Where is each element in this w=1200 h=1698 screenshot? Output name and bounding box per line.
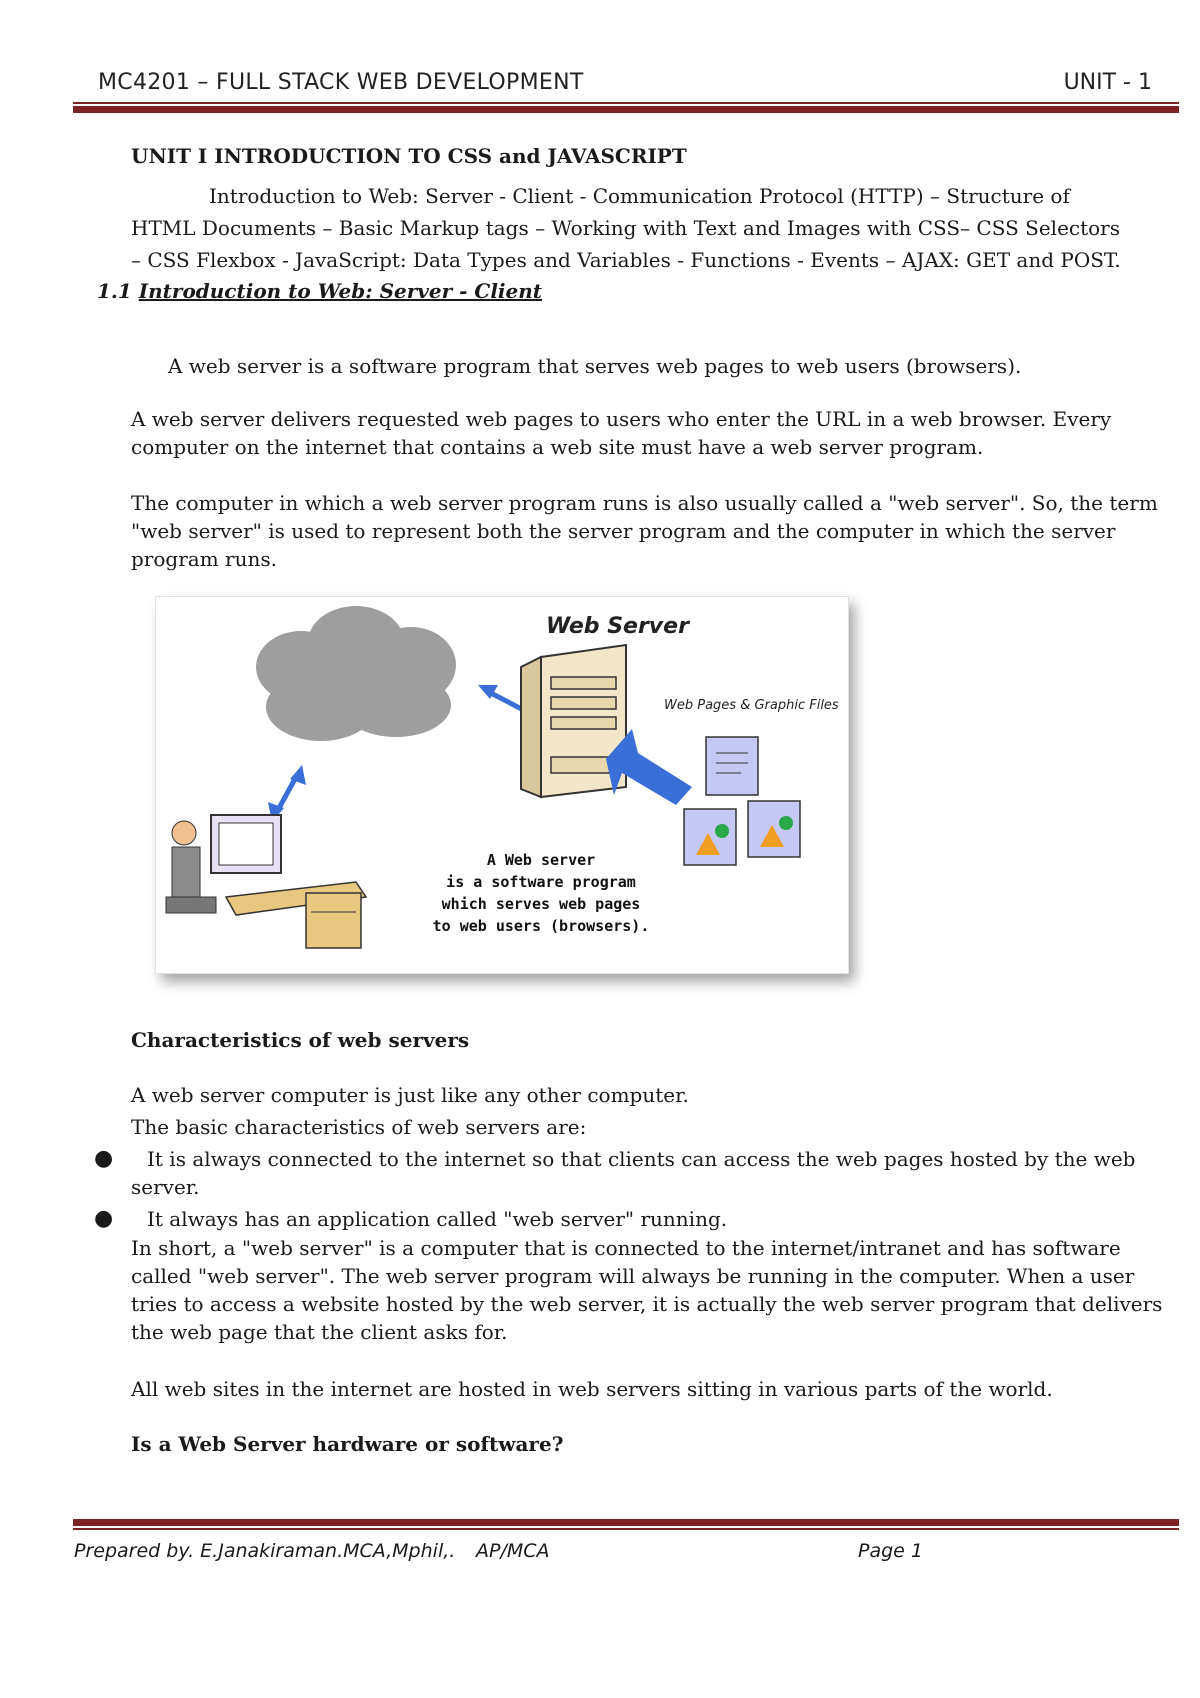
intro-line: Introduction to Web: Server - Client - Communication Protocol (HTTP) – Structure of <box>209 184 1070 208</box>
bullet-text: server. <box>131 1175 200 1199</box>
paragraph-computer <box>131 489 1158 573</box>
footer-prepared-by: Prepared by. E.Janakiraman.MCA,Mphil,. <box>74 1540 456 1562</box>
image-file-icon <box>748 801 800 857</box>
header-rule-thick <box>73 106 1179 113</box>
paragraph-line: All web sites in the internet are hosted in web servers sitting in various parts of the world. <box>131 1377 1053 1401</box>
figure-title: Web Server <box>546 614 689 639</box>
paragraph-line: program runs. <box>131 547 277 571</box>
bullet-text: It is always connected to the internet so that clients can access the web pages hosted by the web <box>147 1147 1136 1171</box>
paragraph-line: In short, a "web server" is a computer that is connected to the internet/intranet and has software <box>131 1236 1121 1260</box>
paragraph-line: A web server computer is just like any other computer. <box>131 1083 689 1107</box>
unit-title: UNIT I INTRODUCTION TO CSS and JAVASCRIPT <box>131 144 687 168</box>
figure-files-label: Web Pages & Graphic Files <box>664 698 839 713</box>
paragraph-line: A web server is a software program that serves web pages to web users (browsers). <box>168 354 1022 378</box>
bullet-text: It always has an application called "web server" running. <box>147 1207 728 1231</box>
unit-intro <box>131 180 1141 276</box>
paragraph-line: the web page that the client asks for. <box>131 1320 508 1344</box>
document-icon <box>706 737 758 795</box>
intro-line: – CSS Flexbox - JavaScript: Data Types and Variables - Functions - Events – AJAX: GET and POST. <box>131 248 1121 272</box>
bullet-icon: ● <box>94 1206 114 1231</box>
characteristics-intro <box>131 1081 1131 1141</box>
paragraph-line: called "web server". The web server program will always be running in the computer. When a user <box>131 1264 1135 1288</box>
paragraph-line: The basic characteristics of web servers are: <box>131 1115 587 1139</box>
section-heading <box>97 279 542 303</box>
characteristics-closing <box>131 1375 1131 1403</box>
section-number: 1.1 <box>97 279 132 303</box>
web-server-figure <box>155 596 849 974</box>
bullet-icon: ● <box>94 1146 114 1171</box>
footer-rule-thin <box>73 1528 1179 1530</box>
figure-caption-line: which serves web pages <box>441 895 641 913</box>
paragraph-definition <box>168 352 1168 380</box>
paragraph-line: computer on the internet that contains a web site must have a web server program. <box>131 435 984 459</box>
paragraph-line: "web server" is used to represent both the server program and the computer in which the server <box>131 519 1116 543</box>
cloud-user-arrow-icon <box>268 765 306 822</box>
figure-caption-line: A Web server <box>486 851 596 869</box>
paragraph-line: tries to access a website hosted by the web server, it is actually the web server program that delivers <box>131 1292 1163 1316</box>
characteristics-heading: Characteristics of web servers <box>131 1028 470 1052</box>
question-heading: Is a Web Server hardware or software? <box>131 1432 564 1456</box>
paragraph-line: The computer in which a web server program runs is also usually called a "web server". So, the term <box>131 491 1158 515</box>
internet-cloud-icon <box>256 606 456 741</box>
header-course-title: MC4201 – FULL STACK WEB DEVELOPMENT <box>98 70 584 95</box>
paragraph-delivers <box>131 405 1131 461</box>
bullet-item <box>94 1205 1131 1233</box>
figure-caption-line: to web users (browsers). <box>432 917 650 935</box>
footer-page-number: Page 1 <box>858 1540 923 1562</box>
footer-department: AP/MCA <box>476 1540 550 1562</box>
footer-rule-thick <box>73 1519 1179 1526</box>
section-title: Introduction to Web: Server - Client <box>138 279 543 303</box>
image-file-icon <box>684 809 736 865</box>
paragraph-line: A web server delivers requested web pages to users who enter the URL in a web browser. Every <box>131 407 1112 431</box>
characteristics-summary <box>131 1234 1163 1346</box>
bullet-item <box>94 1145 1136 1201</box>
user-computer-icon <box>166 815 366 948</box>
intro-line: HTML Documents – Basic Markup tags – Working with Text and Images with CSS– CSS Selectors <box>131 216 1121 240</box>
figure-caption-line: is a software program <box>446 873 636 891</box>
header-unit-label: UNIT - 1 <box>1063 70 1152 95</box>
header-rule-thin <box>73 102 1179 104</box>
